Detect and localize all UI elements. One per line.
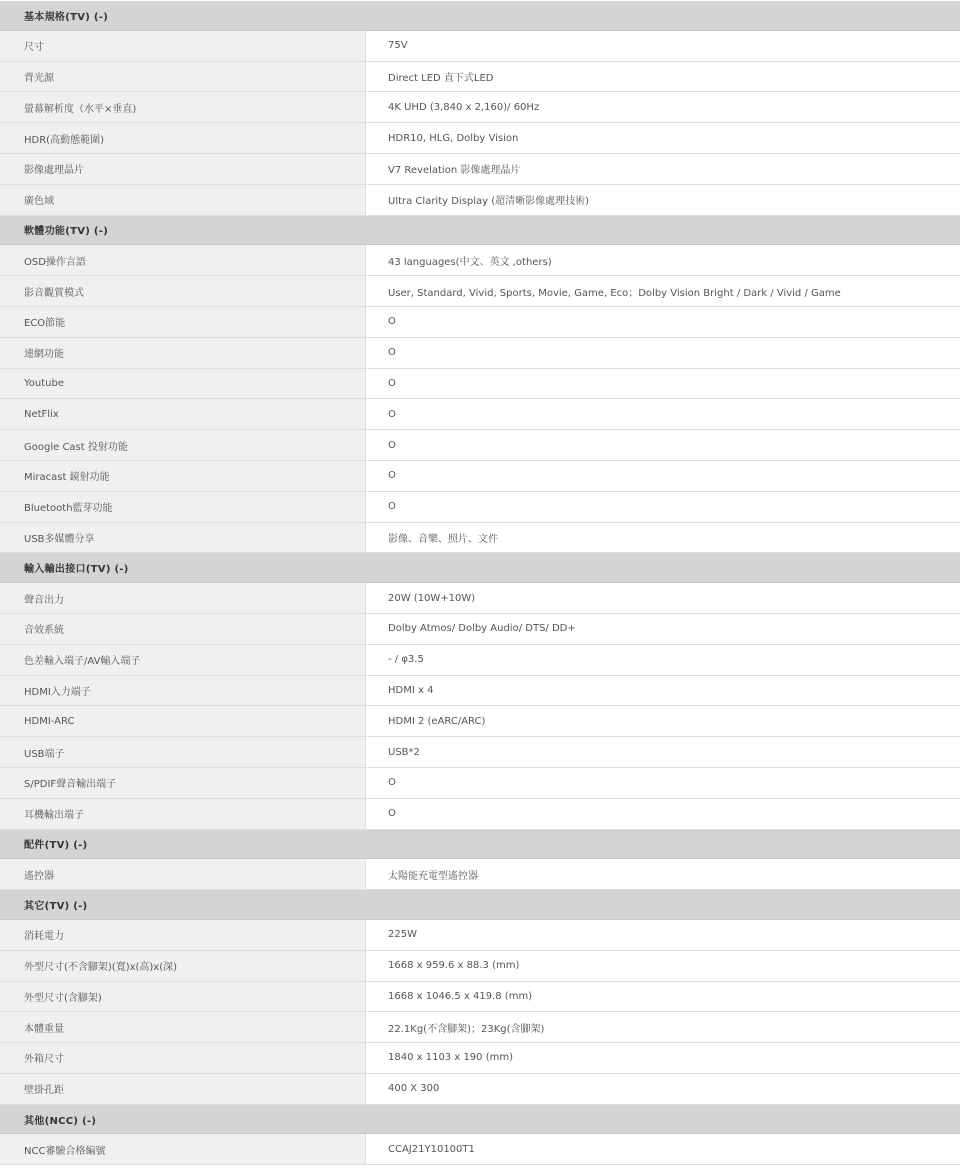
spec-label: Youtube xyxy=(0,369,366,399)
spec-value: 影像、音樂、照片、文件 xyxy=(366,523,960,553)
spec-value: 75V xyxy=(366,31,960,61)
spec-label: USB多媒體分享 xyxy=(0,523,366,553)
spec-value: V7 Revelation 影像處理晶片 xyxy=(366,154,960,184)
spec-row xyxy=(0,369,960,400)
spec-label: 連網功能 xyxy=(0,338,366,368)
spec-row xyxy=(0,492,960,523)
spec-row xyxy=(0,92,960,123)
section-header: 基本規格(TV) (-) xyxy=(0,1,960,31)
spec-row xyxy=(0,245,960,276)
spec-label: 聲音出力 xyxy=(0,583,366,613)
spec-label: 螢幕解析度（水平×垂直) xyxy=(0,92,366,122)
spec-row xyxy=(0,523,960,554)
spec-row xyxy=(0,768,960,799)
spec-label: 背光源 xyxy=(0,62,366,92)
spec-value: 20W (10W+10W) xyxy=(366,583,960,613)
spec-value: O xyxy=(366,768,960,798)
spec-label: 外型尺寸(含腳架) xyxy=(0,982,366,1012)
spec-label: 尺寸 xyxy=(0,31,366,61)
spec-row xyxy=(0,1043,960,1074)
section-header: 其它(TV) (-) xyxy=(0,890,960,920)
spec-value: CCAJ21Y10100T1 xyxy=(366,1134,960,1164)
spec-value: HDMI x 4 xyxy=(366,676,960,706)
spec-label: 音效系統 xyxy=(0,614,366,644)
spec-label: HDMI入力端子 xyxy=(0,676,366,706)
section-header: 其他(NCC) (-) xyxy=(0,1105,960,1135)
spec-value: 43 languages(中文、英文 ,others) xyxy=(366,245,960,275)
spec-value: Dolby Atmos/ Dolby Audio/ DTS/ DD+ xyxy=(366,614,960,644)
spec-value: 400 X 300 xyxy=(366,1074,960,1104)
spec-row xyxy=(0,737,960,768)
spec-row xyxy=(0,951,960,982)
spec-label: 本體重量 xyxy=(0,1012,366,1042)
spec-label: Bluetooth藍芽功能 xyxy=(0,492,366,522)
spec-value: O xyxy=(366,307,960,337)
spec-label: 外型尺寸(不含腳架)(寬)x(高)x(深) xyxy=(0,951,366,981)
spec-label: 影像處理晶片 xyxy=(0,154,366,184)
spec-row xyxy=(0,430,960,461)
spec-row xyxy=(0,614,960,645)
spec-row xyxy=(0,154,960,185)
spec-row xyxy=(0,1012,960,1043)
spec-row xyxy=(0,307,960,338)
spec-label: 外箱尺寸 xyxy=(0,1043,366,1073)
spec-value: O xyxy=(366,369,960,399)
section-header: 軟體功能(TV) (-) xyxy=(0,216,960,246)
spec-label: 壁掛孔距 xyxy=(0,1074,366,1104)
spec-value: O xyxy=(366,461,960,491)
spec-row xyxy=(0,123,960,154)
spec-value: 1840 x 1103 x 190 (mm) xyxy=(366,1043,960,1073)
spec-label: NetFlix xyxy=(0,399,366,429)
spec-label: 消耗電力 xyxy=(0,920,366,950)
spec-label: Miracast 鏡射功能 xyxy=(0,461,366,491)
spec-row xyxy=(0,185,960,216)
spec-row xyxy=(0,859,960,890)
spec-row xyxy=(0,31,960,62)
spec-value: 1668 x 959.6 x 88.3 (mm) xyxy=(366,951,960,981)
spec-value: User, Standard, Vivid, Sports, Movie, Game, Eco；Dolby Vision Bright / Dark / Vivid / Game xyxy=(366,276,960,306)
spec-value: - / φ3.5 xyxy=(366,645,960,675)
spec-label: OSD操作言語 xyxy=(0,245,366,275)
spec-value: O xyxy=(366,338,960,368)
spec-label: Google Cast 投射功能 xyxy=(0,430,366,460)
spec-value: 22.1Kg(不含腳架)；23Kg(含腳架) xyxy=(366,1012,960,1042)
spec-value: O xyxy=(366,492,960,522)
spec-value: 1668 x 1046.5 x 419.8 (mm) xyxy=(366,982,960,1012)
spec-value: 4K UHD (3,840 x 2,160)/ 60Hz xyxy=(366,92,960,122)
spec-value: Ultra Clarity Display (超清晰影像處理技術) xyxy=(366,185,960,215)
spec-label: HDMI-ARC xyxy=(0,706,366,736)
spec-label: USB端子 xyxy=(0,737,366,767)
spec-label: NCC審驗合格編號 xyxy=(0,1134,366,1164)
spec-value: Direct LED 直下式LED xyxy=(366,62,960,92)
spec-value: O xyxy=(366,799,960,829)
spec-row xyxy=(0,583,960,614)
spec-value: USB*2 xyxy=(366,737,960,767)
spec-row xyxy=(0,461,960,492)
spec-row xyxy=(0,799,960,830)
section-header: 配件(TV) (-) xyxy=(0,830,960,860)
spec-label: HDR(高動態範圍) xyxy=(0,123,366,153)
spec-row xyxy=(0,1074,960,1105)
spec-label: 廣色域 xyxy=(0,185,366,215)
spec-value: HDR10, HLG, Dolby Vision xyxy=(366,123,960,153)
spec-value: O xyxy=(366,399,960,429)
spec-row xyxy=(0,982,960,1013)
spec-row xyxy=(0,338,960,369)
spec-row xyxy=(0,276,960,307)
spec-label: 遙控器 xyxy=(0,859,366,889)
spec-label: 耳機輸出端子 xyxy=(0,799,366,829)
spec-value: 225W xyxy=(366,920,960,950)
spec-row xyxy=(0,706,960,737)
spec-label: ECO節能 xyxy=(0,307,366,337)
spec-row xyxy=(0,676,960,707)
spec-row xyxy=(0,399,960,430)
spec-label: S/PDIF聲音輸出端子 xyxy=(0,768,366,798)
spec-value: O xyxy=(366,430,960,460)
spec-value: HDMI 2 (eARC/ARC) xyxy=(366,706,960,736)
spec-value: 太陽能充電型遙控器 xyxy=(366,859,960,889)
spec-label: 色差輸入端子/AV輸入端子 xyxy=(0,645,366,675)
spec-row xyxy=(0,62,960,93)
spec-row xyxy=(0,920,960,951)
spec-row xyxy=(0,645,960,676)
section-header: 輸入輸出接口(TV) (-) xyxy=(0,553,960,583)
spec-label: 影音觀賞模式 xyxy=(0,276,366,306)
spec-row xyxy=(0,1134,960,1165)
